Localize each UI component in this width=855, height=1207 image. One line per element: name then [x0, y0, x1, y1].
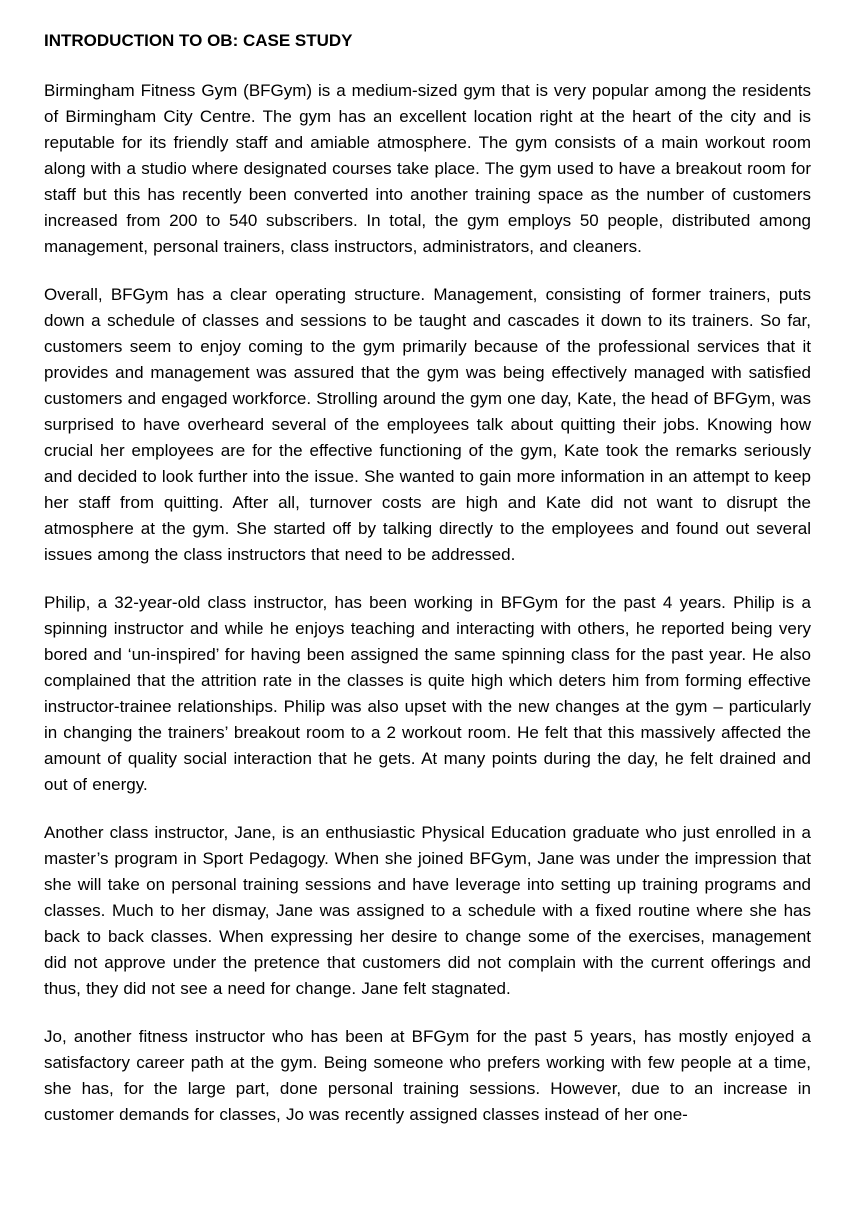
- paragraph: Another class instructor, Jane, is an enthusiastic Physical Education graduate who just enrolled in a master’s program in Sport Pedagogy. When she joined BFGym, Jane was under the impression that she will take on personal training sessions and have leverage into setting up training programs and classes. Much to her dismay, Jane was assigned to a schedule with a fixed routine where she has back to back classes. When expressing her desire to change some of the exercises, management did not approve under the pretence that customers did not complain with the current offerings and thus, they did not see a need for change. Jane felt stagnated.: [44, 823, 811, 998]
- document-title: INTRODUCTION TO OB: CASE STUDY: [44, 31, 353, 50]
- paragraph: Birmingham Fitness Gym (BFGym) is a medium-sized gym that is very popular among the residents of Birmingham City Centre. The gym has an excellent location right at the heart of the city and is reputable for its friendly staff and amiable atmosphere. The gym consists of a main workout room along with a studio where designated courses take place. The gym used to have a breakout room for staff but this has recently been converted into another training space as the number of customers increased from 200 to 540 subscribers. In total, the gym employs 50 people, distributed among management, personal trainers, class instructors, administrators, and cleaners.: [44, 81, 811, 256]
- paragraph: Jo, another fitness instructor who has been at BFGym for the past 5 years, has mostly enjoyed a satisfactory career path at the gym. Being someone who prefers working with few people at a time, she has, for the large part, done personal training sessions. However, due to an increase in customer demands for classes, Jo was recently assigned classes instead of her one-: [44, 1027, 811, 1124]
- paragraph: Overall, BFGym has a clear operating structure. Management, consisting of former trainers, puts down a schedule of classes and sessions to be taught and cascades it down to its trainers. So far, customers seem to enjoy coming to the gym primarily because of the professional services that it provides and management was assured that the gym was being effectively managed with satisfied customers and engaged workforce. Strolling around the gym one day, Kate, the head of BFGym, was surprised to have overheard several of the employees talk about quitting their jobs. Knowing how crucial her employees are for the effective functioning of the gym, Kate took the remarks seriously and decided to look further into the issue. She wanted to gain more information in an attempt to keep her staff from quitting. After all, turnover costs are high and Kate did not want to disrupt the atmosphere at the gym. She started off by talking directly to the employees and found out several issues among the class instructors that need to be addressed.: [44, 285, 811, 564]
- paragraph: Philip, a 32-year-old class instructor, has been working in BFGym for the past 4 years. Philip is a spinning instructor and while he enjoys teaching and interacting with others, he reported being very bored and ‘un-inspired’ for having been assigned the same spinning class for the past year. He also complained that the attrition rate in the classes is quite high which deters him from forming effective instructor-trainee relationships. Philip was also upset with the new changes at the gym – particularly in changing the trainers’ breakout room to a 2 workout room. He felt that this massively affected the amount of quality social interaction that he gets. At many points during the day, he felt drained and out of energy.: [44, 593, 811, 794]
